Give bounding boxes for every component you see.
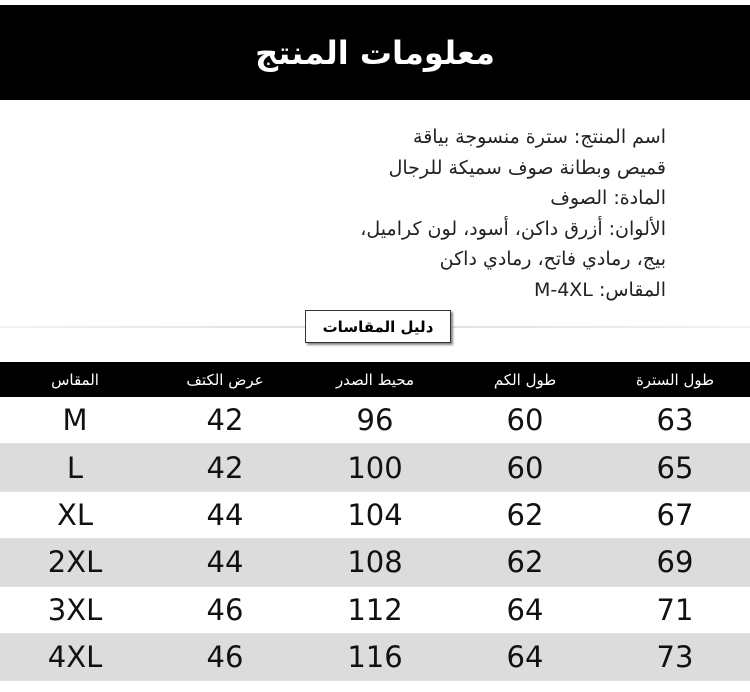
- cell-shoulder: 42: [206, 450, 244, 485]
- size-table: [0, 362, 750, 681]
- info-line-name: اسم المنتج: سترة منسوجة بياقة: [413, 126, 666, 148]
- info-line-colors-cont: بيج، رمادي فاتح، رمادي داكن: [439, 248, 666, 270]
- header-size: المقاس: [51, 370, 99, 389]
- cell-shoulder: 46: [206, 592, 244, 627]
- cell-jacket-length: 73: [656, 640, 694, 675]
- cell-shoulder: 44: [206, 545, 244, 580]
- cell-jacket-length: 67: [656, 497, 694, 532]
- cell-size: 2XL: [47, 545, 103, 580]
- info-line-size: المقاس: M-4XL: [533, 278, 666, 301]
- cell-chest: 96: [356, 403, 394, 438]
- cell-chest: 100: [347, 450, 403, 485]
- cell-chest: 108: [347, 545, 403, 580]
- cell-shoulder: 46: [206, 640, 244, 675]
- table-row: [0, 492, 750, 539]
- cell-size: M: [62, 403, 88, 438]
- cell-chest: 112: [347, 592, 403, 627]
- cell-sleeve-length: 62: [506, 545, 544, 580]
- cell-jacket-length: 71: [656, 592, 694, 627]
- cell-chest: 104: [347, 497, 403, 532]
- table-row: [0, 587, 750, 634]
- cell-sleeve-length: 64: [506, 640, 544, 675]
- cell-jacket-length: 65: [656, 450, 694, 485]
- cell-size: 4XL: [47, 640, 103, 675]
- table-row: [0, 539, 750, 586]
- cell-size: XL: [56, 497, 94, 532]
- title-bar: [0, 5, 750, 100]
- cell-chest: 116: [347, 640, 403, 675]
- cell-shoulder: 44: [206, 497, 244, 532]
- info-line-material: المادة: الصوف: [550, 187, 666, 209]
- cell-sleeve-length: 62: [506, 497, 544, 532]
- cell-size: 3XL: [47, 592, 103, 627]
- cell-jacket-length: 63: [656, 403, 694, 438]
- table-header: [0, 362, 750, 397]
- header-sleeve-length: طول الكم: [493, 370, 557, 389]
- cell-sleeve-length: 60: [506, 403, 544, 438]
- header-chest: محيط الصدر: [335, 370, 415, 389]
- info-line-name-cont: قميص وبطانة صوف سميكة للرجال: [388, 156, 666, 179]
- table-row: [0, 397, 750, 444]
- table-row: [0, 444, 750, 491]
- cell-jacket-length: 69: [656, 545, 694, 580]
- header-jacket-length: طول السترة: [635, 370, 715, 389]
- header-shoulder: عرض الكتف: [186, 370, 264, 389]
- cell-size: L: [66, 450, 84, 485]
- product-info: [246, 122, 666, 305]
- cell-sleeve-length: 60: [506, 450, 544, 485]
- cell-sleeve-length: 64: [506, 592, 544, 627]
- cell-shoulder: 42: [206, 403, 244, 438]
- info-line-colors: الألوان: أزرق داكن، أسود، لون كراميل،: [360, 217, 666, 240]
- size-guide-label: دليل المقاسات: [305, 310, 451, 343]
- page-title: معلومات المنتج: [255, 33, 495, 72]
- table-row: [0, 634, 750, 681]
